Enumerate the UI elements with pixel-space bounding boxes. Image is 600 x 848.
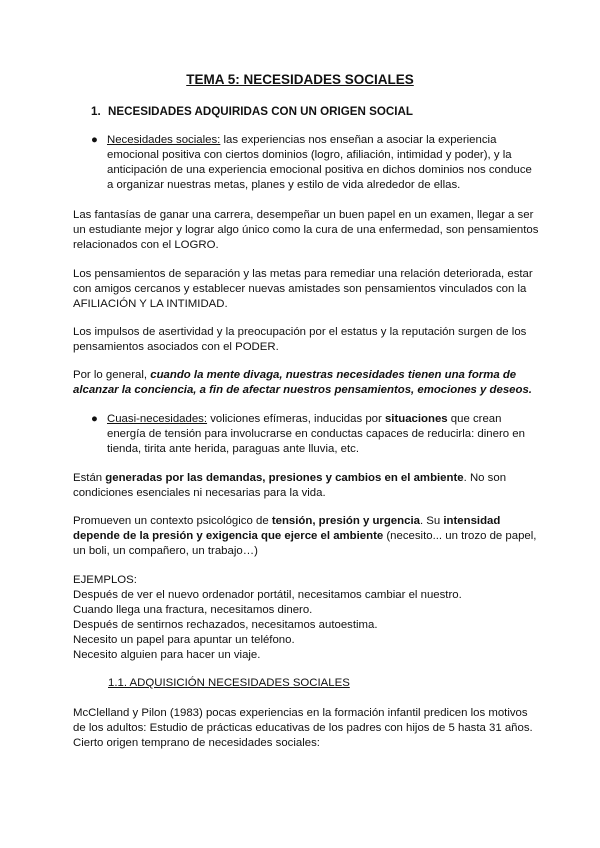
paragraph-line: un estudiante mejor y lograr algo único como la cura de una enfermedad, son pensamientos [73, 224, 539, 236]
paragraph-text: Están [73, 472, 106, 484]
bullet-icon: ● [91, 413, 98, 425]
paragraph-line: McClelland y Pilon (1983) pocas experiencias en la formación infantil predicen los motivos [73, 707, 528, 719]
paragraph-general [73, 368, 533, 398]
examples-label: EJEMPLOS: [73, 574, 137, 586]
examples-list [73, 573, 533, 663]
paragraph-line: Cierto origen temprano de necesidades sociales: [73, 737, 320, 749]
paragraph-generadas [73, 471, 533, 501]
bullet-line: las experiencias nos enseñan a asociar la experiencia [220, 134, 497, 146]
example-item: Cuando llega una fractura, necesitamos dinero. [73, 604, 313, 616]
paragraph-text: Por lo general, [73, 369, 151, 381]
subsection-heading: 1.1. ADQUISICIÓN NECESIDADES SOCIALES [108, 677, 350, 689]
paragraph-line: Los impulsos de asertividad y la preocupación por el estatus y la reputación surgen de los [73, 326, 527, 338]
bullet-text [107, 412, 532, 457]
bullet-line: a organizar nuestras metas, planes y estilo de vida alrededor de ellas. [107, 179, 461, 191]
paragraph-line: de los adultos: Estudio de prácticas educativas de los padres con hijos de 5 hasta 31 años. [73, 722, 533, 734]
paragraph-text: (necesito... un trozo de papel, [383, 530, 537, 542]
example-item: Después de ver el nuevo ordenador portátil, necesitamos cambiar el nuestro. [73, 589, 462, 601]
example-item: Después de sentirnos rechazados, necesitamos autoestima. [73, 619, 378, 631]
bullet-text [107, 133, 532, 193]
emphasis-text: alcanzar la conciencia, a fin de afectar nuestros pensamientos, emociones y deseos. [73, 384, 532, 396]
paragraph-text: . Su [419, 515, 444, 527]
bullet-line: emocional positiva con ciertos dominios (logro, afiliación, intimidad y poder), y la [107, 149, 512, 161]
paragraph-text: Promueven un contexto psicológico de [73, 515, 272, 527]
bullet-line: tienda, tirita ante herida, paraguas ante lluvia, etc. [107, 443, 360, 455]
paragraph-line: Los pensamientos de separación y las metas para remediar una relación deteriorada, estar [73, 268, 533, 280]
bold-text: situaciones [384, 413, 448, 425]
paragraph-promueven [73, 514, 537, 559]
paragraph-line: un boli, un compañero, un trabajo…) [73, 545, 258, 557]
bold-text: tensión, presión y urgencia [271, 515, 420, 527]
bullet-line: energía de tensión para involucrarse en conductas capaces de reducirla: dinero en [107, 428, 525, 440]
emphasis-text: cuando la mente divaga, nuestras necesidades tienen una forma de [150, 369, 517, 381]
section-number: 1. [91, 105, 101, 118]
example-item: Necesito alguien para hacer un viaje. [73, 649, 261, 661]
paragraph-line: pensamientos asociados con el PODER. [73, 341, 279, 353]
bullet-line: voliciones efímeras, inducidas por [207, 413, 385, 425]
section-heading [91, 104, 413, 119]
bold-text: intensidad [443, 515, 501, 527]
example-item: Necesito un papel para apuntar un teléfono. [73, 634, 295, 646]
bold-text: depende de la presión y exigencia que ejerce el ambiente [73, 530, 384, 542]
bullet-term: Necesidades sociales: [107, 134, 221, 146]
paragraph-afiliacion [73, 267, 533, 312]
bullet-line: que crean [447, 413, 502, 425]
page-title: TEMA 5: NECESIDADES SOCIALES [186, 72, 414, 87]
bullet-icon: ● [91, 134, 98, 146]
paragraph-mcclelland [73, 706, 533, 751]
paragraph-line: condiciones esenciales ni necesarias para la vida. [73, 487, 326, 499]
paragraph-line: relacionados con el LOGRO. [73, 239, 219, 251]
paragraph-line: Las fantasías de ganar una carrera, desempeñar un buen papel en un examen, llegar a ser [73, 209, 534, 221]
paragraph-logro [73, 208, 539, 253]
bullet-line: anticipación de una experiencia emocional positiva en dichos dominios nos conduce [107, 164, 532, 176]
bullet-term: Cuasi-necesidades: [107, 413, 208, 425]
paragraph-line: con amigos cercanos y establecer nuevas amistades son pensamientos vinculados con la [73, 283, 527, 295]
paragraph-poder [73, 325, 533, 355]
section-heading-text: NECESIDADES ADQUIRIDAS CON UN ORIGEN SOCIAL [108, 105, 413, 118]
paragraph-line: AFILIACIÓN Y LA INTIMIDAD. [73, 298, 228, 310]
bold-text: generadas por las demandas, presiones y cambios en el ambiente [105, 472, 464, 484]
paragraph-text: . No son [463, 472, 507, 484]
